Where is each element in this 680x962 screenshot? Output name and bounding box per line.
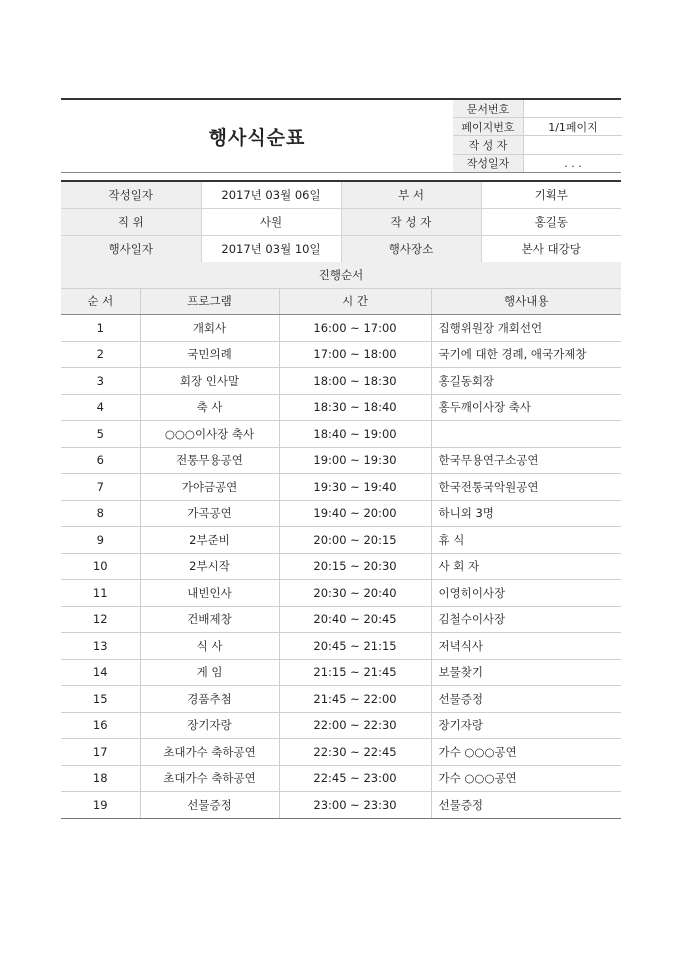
order-cell: 17 bbox=[61, 739, 140, 766]
info-value: 2017년 03월 10일 bbox=[201, 236, 341, 263]
column-header-row bbox=[61, 288, 621, 315]
info-label: 직 위 bbox=[61, 209, 201, 236]
order-cell: 13 bbox=[61, 633, 140, 660]
table-row bbox=[61, 580, 621, 607]
content-cell: 하니외 3명 bbox=[431, 500, 621, 527]
meta-label: 페이지번호 bbox=[453, 118, 524, 136]
program-cell: 식 사 bbox=[140, 633, 279, 660]
section-title-row bbox=[61, 262, 621, 288]
content-cell: 한국무용연구소공연 bbox=[431, 447, 621, 474]
order-cell: 2 bbox=[61, 341, 140, 368]
content-cell: 장기자랑 bbox=[431, 712, 621, 739]
document-meta-table bbox=[453, 100, 622, 172]
info-value: 기획부 bbox=[481, 181, 621, 209]
content-cell: 국기에 대한 경례, 애국가제창 bbox=[431, 341, 621, 368]
info-row bbox=[61, 236, 621, 263]
program-cell: 내빈인사 bbox=[140, 580, 279, 607]
table-row bbox=[61, 686, 621, 713]
content-cell: 선물증정 bbox=[431, 792, 621, 819]
meta-value: . . . bbox=[564, 156, 582, 170]
program-cell: 장기자랑 bbox=[140, 712, 279, 739]
time-cell: 21:15 ~ 21:45 bbox=[279, 659, 431, 686]
meta-label: 문서번호 bbox=[453, 100, 524, 118]
table-row bbox=[61, 712, 621, 739]
program-cell: 경품추첨 bbox=[140, 686, 279, 713]
table-row bbox=[61, 659, 621, 686]
info-row bbox=[61, 209, 621, 236]
meta-row bbox=[453, 100, 622, 118]
program-cell: 가야금공연 bbox=[140, 474, 279, 501]
time-cell: 22:45 ~ 23:00 bbox=[279, 765, 431, 792]
program-cell: 초대가수 축하공연 bbox=[140, 765, 279, 792]
info-value: 홍길동 bbox=[481, 209, 621, 236]
order-cell: 8 bbox=[61, 500, 140, 527]
program-cell: 전통무용공연 bbox=[140, 447, 279, 474]
event-info-table bbox=[61, 180, 621, 263]
content-cell: 저녁식사 bbox=[431, 633, 621, 660]
meta-value bbox=[524, 100, 623, 118]
program-cell: 게 임 bbox=[140, 659, 279, 686]
time-cell: 18:00 ~ 18:30 bbox=[279, 368, 431, 395]
content-cell: 사 회 자 bbox=[431, 553, 621, 580]
order-cell: 10 bbox=[61, 553, 140, 580]
meta-label: 작성일자 bbox=[453, 154, 524, 172]
order-cell: 19 bbox=[61, 792, 140, 819]
table-row bbox=[61, 500, 621, 527]
order-cell: 6 bbox=[61, 447, 140, 474]
table-row bbox=[61, 527, 621, 554]
order-cell: 11 bbox=[61, 580, 140, 607]
program-cell: 축 사 bbox=[140, 394, 279, 421]
meta-row bbox=[453, 136, 622, 154]
order-cell: 12 bbox=[61, 606, 140, 633]
order-cell: 14 bbox=[61, 659, 140, 686]
content-cell: 이영히이사장 bbox=[431, 580, 621, 607]
time-cell: 21:45 ~ 22:00 bbox=[279, 686, 431, 713]
program-cell: 2부시작 bbox=[140, 553, 279, 580]
info-row bbox=[61, 181, 621, 209]
time-cell: 16:00 ~ 17:00 bbox=[279, 315, 431, 342]
table-row bbox=[61, 447, 621, 474]
info-label: 부 서 bbox=[341, 181, 481, 209]
meta-row bbox=[453, 154, 622, 172]
time-cell: 20:45 ~ 21:15 bbox=[279, 633, 431, 660]
time-cell: 23:00 ~ 23:30 bbox=[279, 792, 431, 819]
meta-value: 1/1페이지 bbox=[524, 118, 623, 136]
program-cell: 국민의례 bbox=[140, 341, 279, 368]
table-row bbox=[61, 765, 621, 792]
section-title: 진행순서 bbox=[61, 262, 621, 288]
time-cell: 20:30 ~ 20:40 bbox=[279, 580, 431, 607]
content-cell: 가수 ○○○공연 bbox=[431, 765, 621, 792]
document-header bbox=[61, 98, 621, 173]
order-cell: 5 bbox=[61, 421, 140, 448]
table-row bbox=[61, 739, 621, 766]
order-cell: 4 bbox=[61, 394, 140, 421]
program-cell: ○○○이사장 축사 bbox=[140, 421, 279, 448]
order-cell: 9 bbox=[61, 527, 140, 554]
table-row bbox=[61, 341, 621, 368]
column-header-program: 프로그램 bbox=[140, 288, 279, 315]
table-row bbox=[61, 606, 621, 633]
info-label: 행사일자 bbox=[61, 236, 201, 263]
meta-label: 작 성 자 bbox=[453, 136, 524, 154]
program-cell: 초대가수 축하공연 bbox=[140, 739, 279, 766]
info-label: 작 성 자 bbox=[341, 209, 481, 236]
time-cell: 22:30 ~ 22:45 bbox=[279, 739, 431, 766]
table-row bbox=[61, 368, 621, 395]
content-cell: 홍길동회장 bbox=[431, 368, 621, 395]
program-cell: 회장 인사말 bbox=[140, 368, 279, 395]
order-cell: 3 bbox=[61, 368, 140, 395]
info-value: 2017년 03월 06일 bbox=[201, 181, 341, 209]
table-row bbox=[61, 394, 621, 421]
table-row bbox=[61, 421, 621, 448]
meta-row bbox=[453, 118, 622, 136]
time-cell: 22:00 ~ 22:30 bbox=[279, 712, 431, 739]
program-cell: 가곡공연 bbox=[140, 500, 279, 527]
content-cell: 휴 식 bbox=[431, 527, 621, 554]
order-cell: 18 bbox=[61, 765, 140, 792]
time-cell: 20:00 ~ 20:15 bbox=[279, 527, 431, 554]
document-title: 행사식순표 bbox=[208, 126, 306, 149]
info-label: 행사장소 bbox=[341, 236, 481, 263]
info-label: 작성일자 bbox=[61, 181, 201, 209]
table-row bbox=[61, 792, 621, 819]
program-cell: 건배제창 bbox=[140, 606, 279, 633]
program-cell: 2부준비 bbox=[140, 527, 279, 554]
table-row bbox=[61, 315, 621, 342]
time-cell: 20:15 ~ 20:30 bbox=[279, 553, 431, 580]
program-cell: 개회사 bbox=[140, 315, 279, 342]
order-cell: 7 bbox=[61, 474, 140, 501]
column-header-content: 행사내용 bbox=[431, 288, 621, 315]
time-cell: 19:00 ~ 19:30 bbox=[279, 447, 431, 474]
order-cell: 15 bbox=[61, 686, 140, 713]
table-row bbox=[61, 474, 621, 501]
order-cell: 16 bbox=[61, 712, 140, 739]
info-value: 본사 대강당 bbox=[481, 236, 621, 263]
time-cell: 20:40 ~ 20:45 bbox=[279, 606, 431, 633]
content-cell: 보물찾기 bbox=[431, 659, 621, 686]
time-cell: 18:40 ~ 19:00 bbox=[279, 421, 431, 448]
time-cell: 18:30 ~ 18:40 bbox=[279, 394, 431, 421]
order-cell: 1 bbox=[61, 315, 140, 342]
time-cell: 19:30 ~ 19:40 bbox=[279, 474, 431, 501]
meta-value bbox=[524, 136, 623, 154]
content-cell: 선물증정 bbox=[431, 686, 621, 713]
table-row bbox=[61, 553, 621, 580]
content-cell: 김철수이사장 bbox=[431, 606, 621, 633]
column-header-order: 순 서 bbox=[61, 288, 140, 315]
content-cell bbox=[431, 421, 621, 448]
content-cell: 한국전통국악원공연 bbox=[431, 474, 621, 501]
content-cell: 가수 ○○○공연 bbox=[431, 739, 621, 766]
time-cell: 19:40 ~ 20:00 bbox=[279, 500, 431, 527]
program-schedule-table bbox=[61, 262, 621, 819]
program-cell: 선물증정 bbox=[140, 792, 279, 819]
content-cell: 홍두깨이사장 축사 bbox=[431, 394, 621, 421]
column-header-time: 시 간 bbox=[279, 288, 431, 315]
time-cell: 17:00 ~ 18:00 bbox=[279, 341, 431, 368]
info-value: 사원 bbox=[201, 209, 341, 236]
table-row bbox=[61, 633, 621, 660]
content-cell: 집행위원장 개회선언 bbox=[431, 315, 621, 342]
